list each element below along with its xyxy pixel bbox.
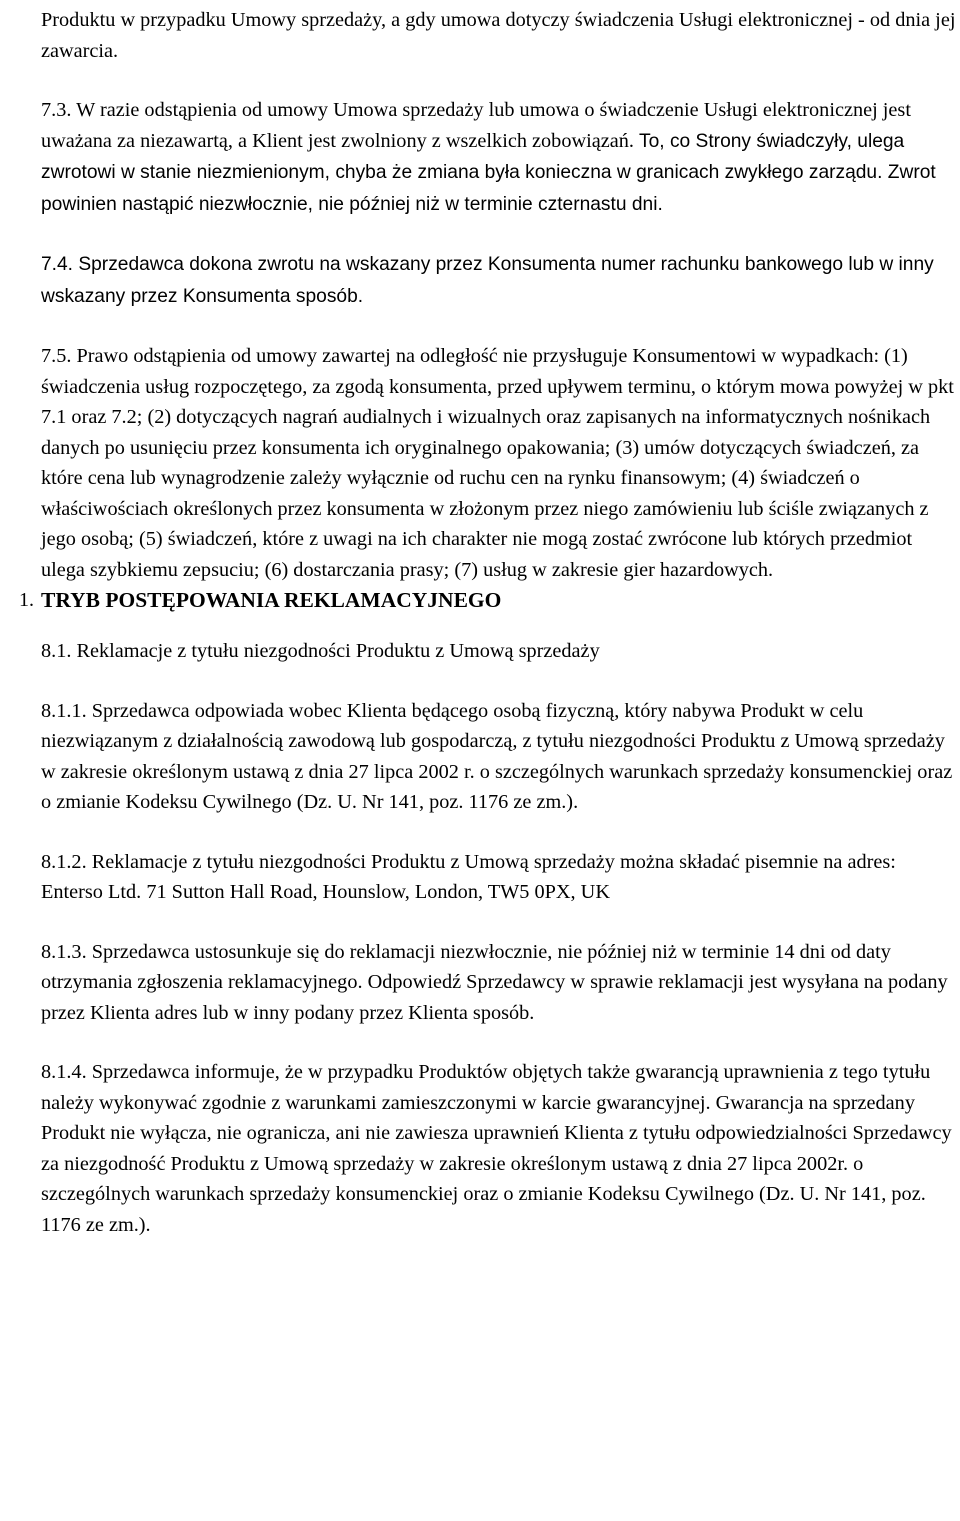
paragraph-8-1-2: [41, 847, 956, 908]
paragraph-7-3: [41, 95, 956, 220]
text-run: 8.1.3. Sprzedawca ustosunkuje się do reklamacji niezwłocznie, nie później niż w terminie 14 dni od daty otrzymania zgłoszenia reklamacyjnego. Odpowiedź Sprzedawcy w sprawie reklamacji jest wysyłana na podany przez Klienta adres lub w inny podany przez Klienta sposób.: [41, 940, 948, 1024]
text-run: To, co Strony świadczyły, ulega zwrotowi w stanie niezmienionym, chyba że zmiana była konieczna w granicach zwykłego zarządu. Zwrot powinien nastąpić niezwłocznie, nie później niż w terminie czternastu dni.: [41, 130, 936, 215]
section-heading-text: TRYB POSTĘPOWANIA REKLAMACYJNEGO: [41, 588, 502, 612]
section-heading: [19, 585, 956, 615]
document-page: [19, 5, 956, 1269]
paragraph-8-1: [41, 636, 956, 667]
section-heading-number: 1.: [19, 589, 34, 611]
paragraph-8-1-1: [41, 696, 956, 818]
text-run: 7.5. Prawo odstąpienia od umowy zawartej na odległość nie przysługuje Konsumentowi w wypadkach: (1) świadczenia usług rozpoczętego, za zgodą konsumenta, przed upływem terminu, o którym mowa powyżej w pkt 7.1 oraz 7.2; (2) dotyczących nagrań audialnych i wizualnych oraz zapisanych na informatycznych nośnikach danych po usunięciu przez konsumenta ich oryginalnego opakowania; (3) umów dotyczących świadczeń, za które cena lub wynagrodzenie zależy wyłącznie od ruchu cen na rynku finansowym; (4) świadczeń o właściwościach określonych przez konsumenta w złożonym przez niego zamówieniu lub ściśle związanych z jego osobą; (5) świadczeń, które z uwagi na ich charakter nie mogą zostać zwrócone lub których przedmiot ulega szybkiemu zepsuciu; (6) dostarczania prasy; (7) usług w zakresie gier hazardowych.: [41, 345, 954, 581]
paragraph-8-1-3: [41, 937, 956, 1029]
text-run: Produktu w przypadku Umowy sprzedaży, a gdy umowa dotyczy świadczenia Usługi elektronicznej - od dnia jej zawarcia.: [41, 9, 956, 62]
text-run: 8.1.4. Sprzedawca informuje, że w przypadku Produktów objętych także gwarancją uprawnienia z tego tytułu należy wykonywać zgodnie z warunkami zamieszczonymi w karcie gwarancyjnej. Gwarancja na sprzedany Produkt nie wyłącza, nie ogranicza, ani nie zawiesza uprawnień Klienta z tytułu odpowiedzialności Sprzedawcy za niezgodność Produktu z Umową sprzedaży w zakresie określonym ustawą z dnia 27 lipca 2002r. o szczególnych warunkach sprzedaży konsumenckiej oraz o zmianie Kodeksu Cywilnego (Dz. U. Nr 141, poz. 1176 ze zm.).: [41, 1061, 952, 1236]
text-run: 7.3. W razie odstąpienia od umowy Umowa sprzedaży lub umowa o świadczenie Usługi elektronicznej jest uważana za niezawartą, a Klient jest zwolniony z wszelkich zobowiązań.: [41, 99, 911, 152]
text-run: 8.1.1. Sprzedawca odpowiada wobec Klienta będącego osobą fizyczną, który nabywa Produkt w celu niezwiązanym z działalnością zawodową lub gospodarczą, z tytułu niezgodności Produktu z Umową sprzedaży w zakresie określonym ustawą z dnia 27 lipca 2002 r. o szczególnych warunkach sprzedaży konsumenckiej oraz o zmianie Kodeksu Cywilnego (Dz. U. Nr 141, poz. 1176 ze zm.).: [41, 699, 953, 813]
paragraph-8-1-4: [41, 1057, 956, 1240]
paragraph-7-5: [41, 341, 956, 585]
text-run: 8.1.2. Reklamacje z tytułu niezgodności Produktu z Umową sprzedaży można składać pisemnie na adres: Enterso Ltd. 71 Sutton Hall Road, Hounslow, London, TW5 0PX, UK: [41, 850, 896, 903]
paragraphs-before-heading: [41, 5, 956, 585]
paragraphs-after-heading: [41, 636, 956, 1240]
paragraph-intro: [41, 5, 956, 66]
paragraph-7-4: [41, 249, 956, 312]
text-run: 8.1. Reklamacje z tytułu niezgodności Produktu z Umową sprzedaży: [41, 640, 600, 662]
text-run: 7.4. Sprzedawca dokona zwrotu na wskazany przez Konsumenta numer rachunku bankowego lub w inny wskazany przez Konsumenta sposób.: [41, 254, 934, 307]
